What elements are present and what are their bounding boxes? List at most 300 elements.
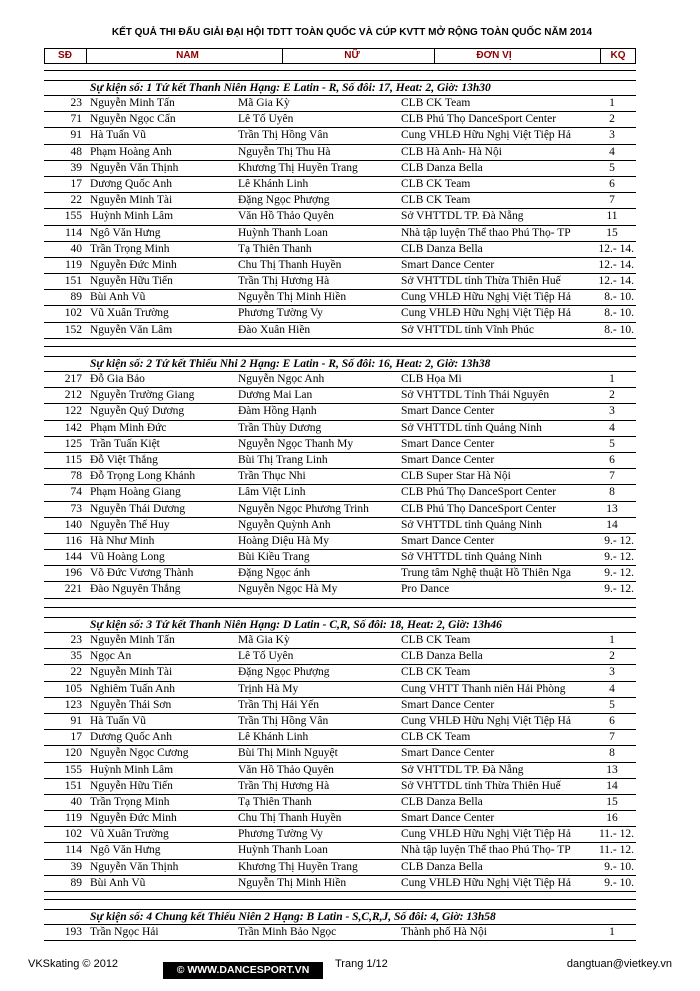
result: 11: [606, 210, 618, 223]
table-row: [44, 550, 636, 566]
event-title: Sự kiện số: 3 Tứ kết Thanh Niên Hạng: D Latin - C,R, Số đôi: 18, Heat: 2, Giờ: 13h46: [44, 617, 636, 633]
table-row: [44, 714, 636, 730]
female-dancer: Lâm Việt Linh: [238, 486, 306, 499]
table-row: [44, 323, 636, 339]
male-dancer: Nguyễn Minh Tài: [90, 666, 173, 679]
result: 7: [609, 194, 615, 207]
male-dancer: Nguyễn Minh Tấn: [90, 634, 175, 646]
club-unit: Sở VHTTDL tỉnh Thừa Thiên Huế: [401, 779, 561, 792]
couple-number: 193: [64, 926, 82, 938]
result: 9.- 12.: [604, 583, 634, 596]
result: 13: [606, 502, 618, 515]
female-dancer: Chu Thị Thanh Huyền: [238, 812, 342, 825]
event-gap: [44, 899, 636, 909]
male-dancer: Vũ Xuân Trường: [90, 307, 169, 320]
club-unit: Nhà tập luyện Thể thao Phú Thọ- TP: [401, 226, 571, 239]
club-unit: Cung VHLĐ Hữu Nghị Việt Tiệp Hả: [401, 129, 571, 142]
male-dancer: Nghiêm Tuấn Anh: [90, 682, 175, 695]
club-unit: Cung VHLĐ Hữu Nghị Việt Tiệp Hả: [401, 828, 571, 841]
result: 4: [609, 421, 615, 434]
result: 12.- 14.: [598, 242, 634, 255]
table-row: [44, 860, 636, 876]
female-dancer: Lê Khánh Linh: [238, 177, 309, 190]
female-dancer: Trần Thùy Dương: [238, 421, 322, 434]
club-unit: CLB Danza Bella: [401, 650, 483, 663]
male-dancer: Nguyễn Thái Dương: [90, 502, 186, 515]
club-unit: Sở VHTTDL tỉnh Quảng Ninh: [401, 421, 542, 434]
couple-number: 22: [70, 194, 82, 207]
female-dancer: Huỳnh Thanh Loan: [238, 844, 328, 857]
table-row: [44, 763, 636, 779]
couple-number: 23: [70, 634, 82, 646]
male-dancer: Phạm Hoàng Giang: [90, 486, 181, 499]
club-unit: Sở VHTTDL tỉnh Quảng Ninh: [401, 551, 542, 564]
club-unit: CLB Super Star Hà Nội: [401, 470, 511, 483]
club-unit: Sở VHTTDL TP. Đà Nẵng: [401, 763, 524, 776]
couple-number: 152: [64, 323, 82, 336]
female-dancer: Nguyễn Ngọc Thanh My: [238, 437, 354, 450]
club-unit: Smart Dance Center: [401, 453, 495, 466]
female-dancer: Nguyễn Ngọc Anh: [238, 373, 325, 385]
male-dancer: Trần Tuấn Kiệt: [90, 437, 160, 450]
club-unit: Sở VHTTDL TP. Đà Nẵng: [401, 210, 524, 223]
result: 4: [609, 682, 615, 695]
male-dancer: Nguyễn Thế Huy: [90, 518, 170, 531]
male-dancer: Nguyễn Văn Lâm: [90, 323, 173, 336]
table-row: [44, 274, 636, 290]
result: 1: [609, 373, 615, 385]
male-dancer: Hà Như Minh: [90, 534, 155, 547]
club-unit: CLB Hà Anh- Hà Nội: [401, 145, 502, 158]
male-dancer: Nguyễn Minh Tài: [90, 194, 173, 207]
result: 1: [609, 97, 615, 109]
female-dancer: Đặng Ngọc Phượng: [238, 666, 330, 679]
female-dancer: Mã Gia Kỳ: [238, 634, 290, 646]
result: 9.- 10.: [604, 876, 634, 889]
result: 2: [609, 113, 615, 126]
male-dancer: Nguyễn Đức Minh: [90, 812, 177, 825]
couple-number: 151: [64, 779, 82, 792]
result: 9.- 12.: [604, 567, 634, 580]
club-unit: CLB Họa Mi: [401, 373, 462, 385]
club-unit: CLB Danza Bella: [401, 860, 483, 873]
table-row: [44, 811, 636, 827]
table-row: [44, 843, 636, 859]
table-row: [44, 242, 636, 258]
male-dancer: Đào Nguyên Thắng: [90, 583, 181, 596]
male-dancer: Vũ Xuân Trường: [90, 828, 169, 841]
club-unit: Sở VHTTDL tỉnh Quảng Ninh: [401, 518, 542, 531]
male-dancer: Dương Quốc Anh: [90, 731, 172, 744]
club-unit: Sở VHTTDL Tỉnh Thái Nguyên: [401, 389, 550, 402]
event-title: Sự kiện số: 1 Tứ kết Thanh Niên Hạng: E Latin - R, Số đôi: 17, Heat: 2, Giờ: 13h30: [44, 80, 636, 96]
result: 9.- 12.: [604, 534, 634, 547]
table-row: [44, 566, 636, 582]
couple-number: 39: [70, 161, 82, 174]
result: 6: [609, 714, 615, 727]
column-kq: KQ: [610, 50, 626, 61]
club-unit: Smart Dance Center: [401, 258, 495, 271]
couple-number: 196: [64, 567, 82, 580]
female-dancer: Trần Thị Hương Hà: [238, 275, 330, 288]
male-dancer: Bùi Anh Vũ: [90, 876, 146, 889]
female-dancer: Văn Hồ Thảo Quyên: [238, 210, 334, 223]
male-dancer: Bùi Anh Vũ: [90, 291, 146, 304]
female-dancer: Trịnh Hà My: [238, 682, 299, 695]
result: 7: [609, 731, 615, 744]
couple-number: 217: [64, 373, 82, 385]
result: 5: [609, 161, 615, 174]
couple-number: 116: [65, 534, 82, 547]
result: 2: [609, 650, 615, 663]
couple-number: 23: [70, 97, 82, 109]
table-row: [44, 290, 636, 306]
male-dancer: Nguyễn Hữu Tiến: [90, 275, 173, 288]
male-dancer: Võ Đức Vương Thành: [90, 567, 194, 580]
table-row: [44, 682, 636, 698]
club-unit: Smart Dance Center: [401, 437, 495, 450]
couple-number: 91: [70, 129, 82, 142]
result: 8.- 10.: [604, 291, 634, 304]
club-unit: CLB CK Team: [401, 731, 471, 744]
table-row: [44, 372, 636, 388]
result: 8.- 10.: [604, 307, 634, 320]
result: 8.- 10.: [604, 323, 634, 336]
club-unit: Trung tâm Nghệ thuật Hồ Thiên Nga: [401, 567, 571, 580]
result: 6: [609, 453, 615, 466]
event-block: [44, 909, 636, 941]
female-dancer: Nguyễn Quỳnh Anh: [238, 518, 331, 531]
female-dancer: Nguyễn Ngọc Phương Trinh: [238, 502, 369, 515]
club-unit: Thành phố Hà Nội: [401, 926, 487, 938]
female-dancer: Trần Thị Hồng Vân: [238, 714, 329, 727]
male-dancer: Ngô Văn Hưng: [90, 844, 161, 857]
event-title: Sự kiện số: 2 Tứ kết Thiếu Nhi 2 Hạng: E Latin - R, Số đôi: 16, Heat: 2, Giờ: 13h38: [44, 356, 636, 372]
female-dancer: Chu Thị Thanh Huyền: [238, 258, 342, 271]
event-block: [44, 80, 636, 339]
document-title: KẾT QUẢ THI ĐẤU GIẢI ĐẠI HỘI TDTT TOÀN QUỐC VÀ CÚP KVTT MỞ RỘNG TOÀN QUỐC NĂM 2014: [111, 27, 593, 38]
club-unit: CLB CK Team: [401, 97, 471, 109]
table-row: [44, 485, 636, 501]
table-row: [44, 112, 636, 128]
club-unit: CLB CK Team: [401, 666, 471, 679]
table-row: [44, 730, 636, 746]
table-row: [44, 469, 636, 485]
club-unit: CLB CK Team: [401, 194, 471, 207]
table-row: [44, 779, 636, 795]
male-dancer: Trần Trọng Minh: [90, 242, 170, 255]
result: 9.- 10.: [604, 860, 634, 873]
column-nu: NỮ: [344, 50, 360, 61]
footer-page-number: Trang 1/12: [335, 958, 388, 970]
female-dancer: Trần Thị Hương Hà: [238, 779, 330, 792]
result: 3: [609, 405, 615, 418]
couple-number: 40: [70, 242, 82, 255]
club-unit: Cung VHLĐ Hữu Nghị Việt Tiệp Hả: [401, 876, 571, 889]
column-don-vi: ĐƠN VỊ: [476, 50, 512, 61]
couple-number: 48: [70, 145, 82, 158]
couple-number: 89: [70, 876, 82, 889]
club-unit: Smart Dance Center: [401, 812, 495, 825]
female-dancer: Đặng Ngọc Phượng: [238, 194, 330, 207]
female-dancer: Bùi Kiều Trang: [238, 551, 310, 564]
table-row: [44, 404, 636, 420]
female-dancer: Bùi Thị Minh Nguyệt: [238, 747, 338, 760]
table-row: [44, 193, 636, 209]
male-dancer: Nguyễn Ngọc Cương: [90, 747, 189, 760]
result: 12.- 14.: [598, 275, 634, 288]
couple-number: 74: [70, 486, 82, 499]
couple-number: 89: [70, 291, 82, 304]
table-row: [44, 582, 636, 598]
club-unit: Pro Dance: [401, 583, 450, 596]
couple-number: 114: [65, 226, 82, 239]
table-row: [44, 177, 636, 193]
couple-number: 35: [70, 650, 82, 663]
female-dancer: Nguyễn Ngọc Hà My: [238, 583, 338, 596]
event-gap: [44, 70, 636, 80]
club-unit: CLB Phú Thọ DanceSport Center: [401, 502, 557, 515]
male-dancer: Vũ Hoàng Long: [90, 551, 165, 564]
table-row: [44, 633, 636, 649]
result: 5: [609, 698, 615, 711]
result: 5: [609, 437, 615, 450]
male-dancer: Nguyễn Ngọc Cẩn: [90, 113, 176, 126]
club-unit: Smart Dance Center: [401, 698, 495, 711]
female-dancer: Lê Khánh Linh: [238, 731, 309, 744]
footer-copyright: VKSkating © 2012: [28, 958, 119, 970]
club-unit: CLB Danza Bella: [401, 242, 483, 255]
female-dancer: Lê Tố Uyên: [238, 113, 294, 126]
result: 15: [606, 795, 618, 808]
couple-number: 78: [70, 470, 82, 483]
club-unit: CLB CK Team: [401, 634, 471, 646]
result: 12.- 14.: [598, 258, 634, 271]
result: 2: [609, 389, 615, 402]
footer-website-badge: © WWW.DANCESPORT.VN: [163, 962, 323, 979]
male-dancer: Nguyễn Trường Giang: [90, 389, 195, 402]
club-unit: Cung VHLĐ Hữu Nghị Việt Tiệp Hả: [401, 291, 571, 304]
table-row: [44, 876, 636, 892]
male-dancer: Nguyễn Văn Thịnh: [90, 860, 179, 873]
table-row: [44, 258, 636, 274]
result: 7: [609, 470, 615, 483]
male-dancer: Dương Quốc Anh: [90, 177, 172, 190]
couple-number: 73: [70, 502, 82, 515]
table-row: [44, 128, 636, 144]
table-row: [44, 453, 636, 469]
couple-number: 115: [65, 453, 82, 466]
result: 14: [606, 779, 618, 792]
female-dancer: Dương Mai Lan: [238, 389, 313, 402]
male-dancer: Đỗ Gia Bảo: [90, 373, 145, 385]
column-header-row: [44, 48, 636, 64]
female-dancer: Bùi Thị Trang Linh: [238, 453, 328, 466]
couple-number: 221: [64, 583, 82, 596]
club-unit: Cung VHLĐ Hữu Nghị Việt Tiệp Hả: [401, 714, 571, 727]
column-nam: NAM: [176, 50, 199, 61]
male-dancer: Đỗ Trọng Long Khánh: [90, 470, 196, 483]
club-unit: CLB Phú Thọ DanceSport Center: [401, 486, 557, 499]
male-dancer: Huỳnh Minh Lâm: [90, 763, 174, 776]
club-unit: Sở VHTTDL tỉnh Thừa Thiên Huế: [401, 275, 561, 288]
result: 11.- 12.: [598, 828, 634, 841]
couple-number: 17: [70, 177, 82, 190]
table-row: [44, 161, 636, 177]
male-dancer: Huỳnh Minh Lâm: [90, 210, 174, 223]
male-dancer: Ngô Văn Hưng: [90, 226, 161, 239]
female-dancer: Trần Thị Hồng Vân: [238, 129, 329, 142]
club-unit: Smart Dance Center: [401, 747, 495, 760]
result: 16: [606, 812, 618, 825]
male-dancer: Trần Ngọc Hải: [90, 926, 159, 938]
table-row: [44, 698, 636, 714]
couple-number: 91: [70, 714, 82, 727]
couple-number: 114: [65, 844, 82, 857]
club-unit: CLB Danza Bella: [401, 161, 483, 174]
couple-number: 102: [64, 828, 82, 841]
page-footer: [0, 954, 700, 978]
event-title: Sự kiện số: 4 Chung kết Thiếu Niên 2 Hạng: B Latin - S,C,R,J, Số đôi: 4, Giờ: 13h58: [44, 909, 636, 925]
couple-number: 102: [64, 307, 82, 320]
couple-number: 119: [65, 812, 82, 825]
result: 6: [609, 177, 615, 190]
result: 15: [606, 226, 618, 239]
result: 13: [606, 763, 618, 776]
male-dancer: Ngọc An: [90, 650, 132, 663]
couple-number: 22: [70, 666, 82, 679]
female-dancer: Đào Xuân Hiền: [238, 323, 311, 336]
male-dancer: Hà Tuấn Vũ: [90, 714, 147, 727]
female-dancer: Tạ Thiên Thanh: [238, 795, 312, 808]
result: 3: [609, 666, 615, 679]
male-dancer: Nguyễn Thái Sơn: [90, 698, 172, 711]
table-row: [44, 795, 636, 811]
couple-number: 155: [64, 210, 82, 223]
table-row: [44, 209, 636, 225]
table-row: [44, 226, 636, 242]
event-block: [44, 617, 636, 892]
result: 1: [609, 926, 615, 938]
couple-number: 151: [64, 275, 82, 288]
table-row: [44, 827, 636, 843]
result: 1: [609, 634, 615, 646]
result: 8: [609, 486, 615, 499]
male-dancer: Nguyễn Hữu Tiến: [90, 779, 173, 792]
table-row: [44, 518, 636, 534]
female-dancer: Văn Hồ Thảo Quyên: [238, 763, 334, 776]
couple-number: 120: [64, 747, 82, 760]
result: 11.- 12.: [598, 844, 634, 857]
female-dancer: Hoàng Diệu Hà My: [238, 534, 330, 547]
couple-number: 105: [64, 682, 82, 695]
table-row: [44, 437, 636, 453]
event-block: [44, 356, 636, 599]
table-row: [44, 534, 636, 550]
female-dancer: Phương Tường Vy: [238, 828, 323, 841]
table-row: [44, 502, 636, 518]
club-unit: Cung VHTT Thanh niên Hải Phòng: [401, 682, 566, 695]
female-dancer: Nguyễn Thị Thu Hà: [238, 145, 331, 158]
female-dancer: Khương Thị Huyền Trang: [238, 860, 358, 873]
couple-number: 122: [64, 405, 82, 418]
male-dancer: Trần Trọng Minh: [90, 795, 170, 808]
table-row: [44, 746, 636, 762]
couple-number: 140: [64, 518, 82, 531]
couple-number: 39: [70, 860, 82, 873]
female-dancer: Nguyễn Thị Minh Hiền: [238, 876, 347, 889]
couple-number: 144: [64, 551, 82, 564]
footer-email: dangtuan@vietkey.vn: [566, 958, 672, 970]
table-row: [44, 145, 636, 161]
couple-number: 142: [64, 421, 82, 434]
male-dancer: Hà Tuấn Vũ: [90, 129, 147, 142]
female-dancer: Trần Thục Nhi: [238, 470, 306, 483]
club-unit: CLB Danza Bella: [401, 795, 483, 808]
couple-number: 71: [70, 113, 82, 126]
couple-number: 123: [64, 698, 82, 711]
male-dancer: Phạm Hoàng Anh: [90, 145, 172, 158]
result: 9.- 12.: [604, 551, 634, 564]
couple-number: 125: [64, 437, 82, 450]
female-dancer: Đàm Hồng Hạnh: [238, 405, 317, 418]
club-unit: Sở VHTTDL tỉnh Vĩnh Phúc: [401, 323, 535, 336]
event-gap: [44, 607, 636, 617]
table-row: [44, 388, 636, 404]
table-row: [44, 96, 636, 112]
female-dancer: Tạ Thiên Thanh: [238, 242, 312, 255]
club-unit: CLB CK Team: [401, 177, 471, 190]
female-dancer: Khương Thị Huyền Trang: [238, 161, 358, 174]
result: 4: [609, 145, 615, 158]
club-unit: Smart Dance Center: [401, 534, 495, 547]
female-dancer: Lê Tố Uyên: [238, 650, 294, 663]
female-dancer: Trần Minh Bảo Ngọc: [238, 926, 337, 938]
club-unit: CLB Phú Thọ DanceSport Center: [401, 113, 557, 126]
female-dancer: Huỳnh Thanh Loan: [238, 226, 328, 239]
female-dancer: Đặng Ngọc ánh: [238, 567, 311, 580]
table-row: [44, 925, 636, 941]
table-row: [44, 306, 636, 322]
male-dancer: Nguyễn Văn Thịnh: [90, 161, 179, 174]
column-sd: SĐ: [58, 50, 72, 61]
club-unit: Smart Dance Center: [401, 405, 495, 418]
couple-number: 155: [64, 763, 82, 776]
couple-number: 17: [70, 731, 82, 744]
male-dancer: Đỗ Việt Thắng: [90, 453, 158, 466]
female-dancer: Nguyễn Thị Minh Hiền: [238, 291, 347, 304]
club-unit: Cung VHLĐ Hữu Nghị Việt Tiệp Hả: [401, 307, 571, 320]
result: 3: [609, 129, 615, 142]
table-row: [44, 649, 636, 665]
result: 8: [609, 747, 615, 760]
male-dancer: Phạm Minh Đức: [90, 421, 167, 434]
male-dancer: Nguyễn Quý Dương: [90, 405, 185, 418]
female-dancer: Mã Gia Kỳ: [238, 97, 290, 109]
male-dancer: Nguyễn Minh Tấn: [90, 97, 175, 109]
female-dancer: Trần Thị Hải Yến: [238, 698, 320, 711]
male-dancer: Nguyễn Đức Minh: [90, 258, 177, 271]
couple-number: 119: [65, 258, 82, 271]
table-row: [44, 665, 636, 681]
female-dancer: Phương Tường Vy: [238, 307, 323, 320]
club-unit: Nhà tập luyện Thể thao Phú Thọ- TP: [401, 844, 571, 857]
couple-number: 212: [64, 389, 82, 402]
result: 14: [606, 518, 618, 531]
event-gap: [44, 346, 636, 356]
table-row: [44, 421, 636, 437]
couple-number: 40: [70, 795, 82, 808]
